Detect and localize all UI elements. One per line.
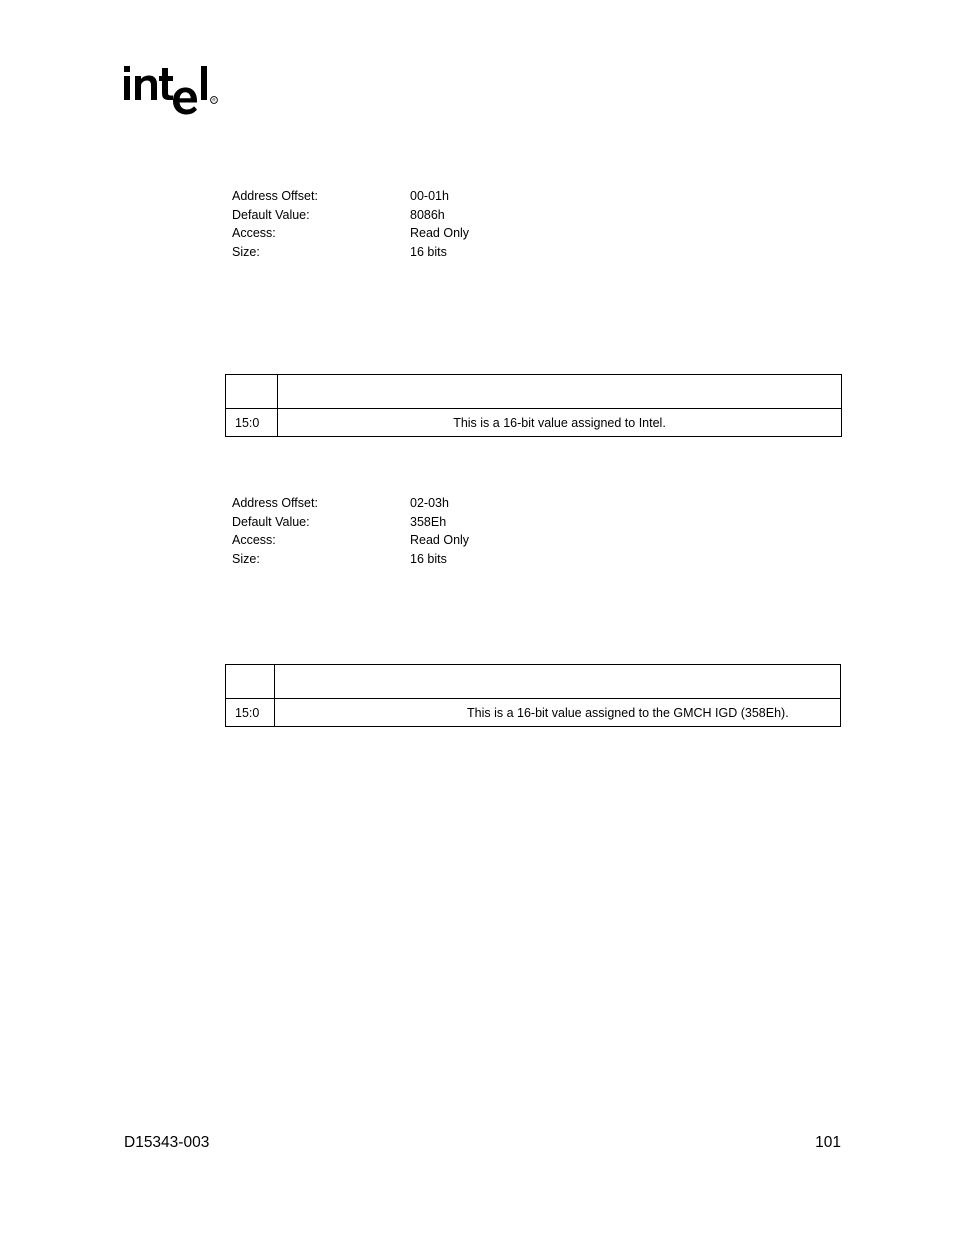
field-value: Read Only [410, 533, 470, 548]
field-value: 02-03h [410, 496, 449, 510]
description-cell: This is a 16-bit value assigned to the GMCH IGD (358Eh). [275, 699, 841, 727]
field-label: Default Value: [232, 207, 310, 222]
bit-range-cell: 15:0 [226, 699, 275, 727]
field-label: Access: [232, 226, 276, 241]
table-row [226, 699, 841, 727]
svg-text:R: R [212, 97, 216, 103]
field-label: Default Value: [232, 514, 310, 529]
field-value: 8086h [410, 207, 445, 222]
field-label: Address Offset: [232, 496, 318, 510]
description-header-cell [278, 375, 842, 409]
bit-description-table-vendor [225, 374, 842, 437]
page-number: 101 [815, 1134, 841, 1151]
description-header-cell [275, 665, 841, 699]
field-value: 358Eh [410, 514, 447, 529]
bit-range-cell: 15:0 [226, 409, 278, 437]
bit-header-cell [226, 665, 275, 699]
document-number: D15343-003 [124, 1134, 210, 1151]
table-row [226, 409, 842, 437]
field-value: 16 bits [410, 552, 447, 567]
field-label: Size: [232, 245, 260, 260]
field-label: Address Offset: [232, 189, 318, 203]
bit-description-table-device [225, 664, 841, 727]
field-value: 00-01h [410, 189, 449, 203]
field-label: Size: [232, 552, 260, 567]
description-cell: This is a 16-bit value assigned to Intel. [278, 409, 842, 437]
intel-logo-icon [122, 58, 232, 118]
bit-header-cell [226, 375, 278, 409]
table-header-row [226, 375, 842, 409]
field-label: Access: [232, 533, 276, 548]
field-value: Read Only [410, 226, 470, 241]
field-value: 16 bits [410, 245, 447, 260]
table-header-row [226, 665, 841, 699]
